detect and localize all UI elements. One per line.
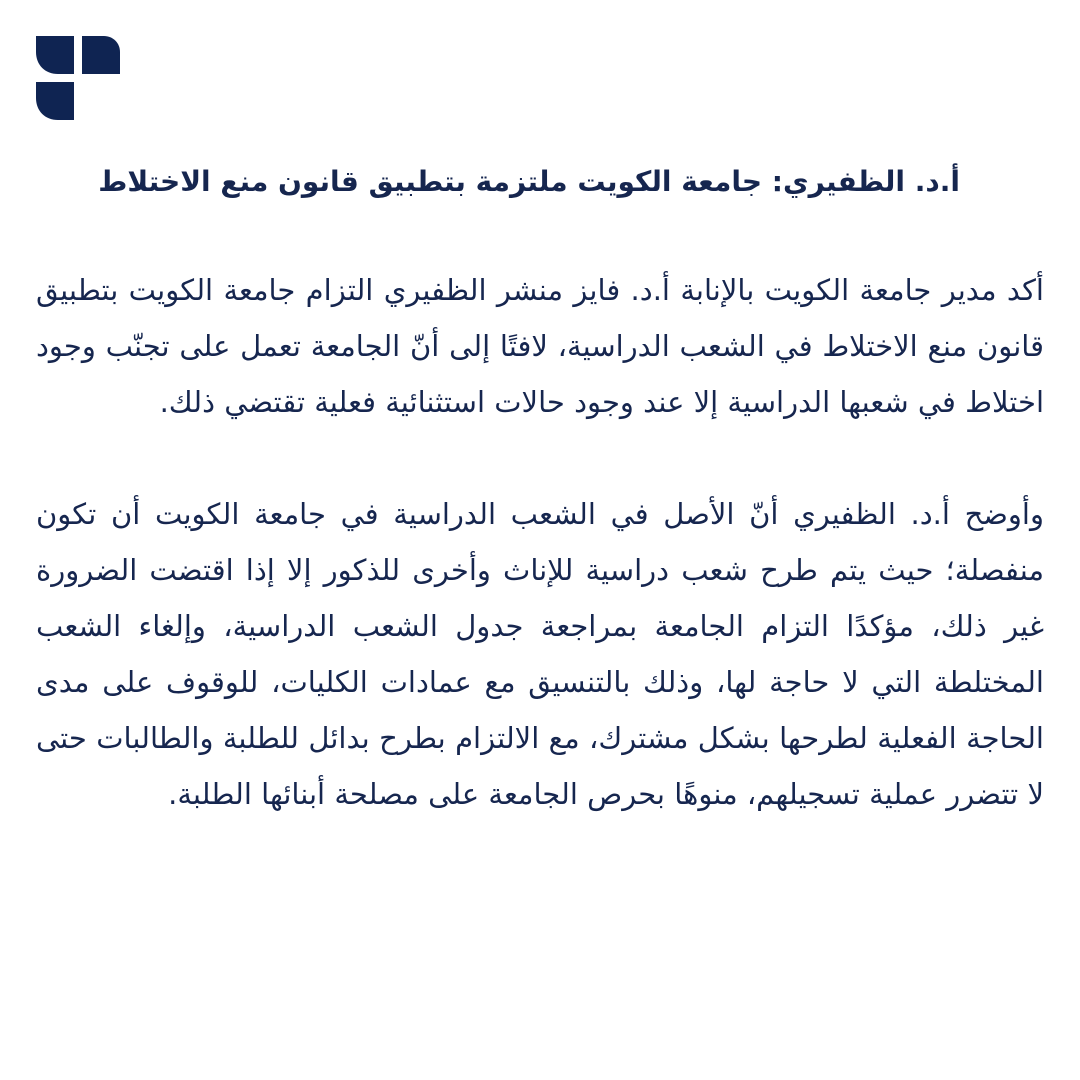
article-headline: أ.د. الظفيري: جامعة الكويت ملتزمة بتطبيق قانون منع الاختلاط [98, 165, 960, 198]
article-body [36, 262, 1044, 822]
article-paragraph-2: وأوضح أ.د. الظفيري أنّ الأصل في الشعب الدراسية في جامعة الكويت أن تكون منفصلة؛ حيث يتم طرح شعب دراسية للإناث وأخرى للذكور إلا إذا اقتضت الضرورة غير ذلك، مؤكدًا التزام الجامعة بمراجعة جدول الشعب الدراسية، وإلغاء الشعب المختلطة التي لا حاجة لها، وذلك بالتنسيق مع عمادات الكليات، للوقوف على مدى الحاجة الفعلية لطرحها بشكل مشترك، مع الالتزام بطرح بدائل للطلبة والطالبات حتى لا تتضرر عملية تسجيلهم، منوهًا بحرص الجامعة على مصلحة أبنائها الطلبة. [36, 497, 1044, 811]
article-paragraph-1: أكد مدير جامعة الكويت بالإنابة أ.د. فايز منشر الظفيري التزام جامعة الكويت بتطبيق قانون منع الاختلاط في الشعب الدراسية، لافتًا إلى أنّ الجامعة تعمل على تجنّب وجود اختلاط في شعبها الدراسية إلا عند وجود حالات استثنائية فعلية تقتضي ذلك. [36, 273, 1044, 419]
brand-logo-icon [36, 36, 120, 120]
four-petal-logo-icon [36, 36, 120, 120]
